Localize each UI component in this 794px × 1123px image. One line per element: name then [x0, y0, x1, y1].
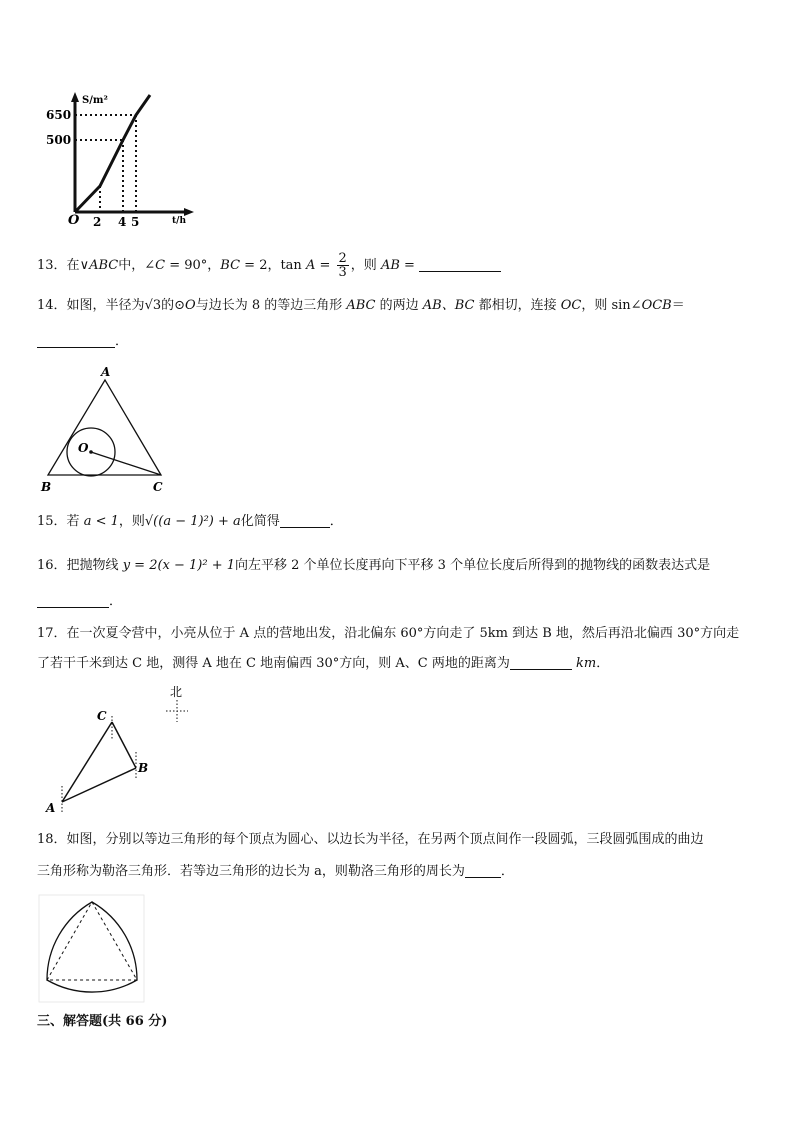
origin-label: O — [68, 213, 80, 228]
q15-expression: √((a − 1)²) + a — [144, 514, 241, 529]
q14-ocb: OCB — [641, 298, 672, 313]
question-17-line2 — [37, 654, 609, 674]
q17-text: 了若干千米到达 C 地，测得 A 地在 C 地南偏西 30°方向，则 A、C 两地的距离为 — [37, 656, 510, 671]
q13-bc: BC — [220, 258, 241, 273]
q16-number: 16． — [37, 558, 67, 573]
triangle-abc — [48, 380, 161, 475]
question-17-line1 — [37, 624, 739, 644]
question-18-line1 — [37, 830, 704, 850]
q15-number: 15． — [37, 514, 67, 529]
q14-text: 的两边 — [375, 298, 423, 313]
q13-number: 13． — [37, 258, 67, 273]
q15-end: ． — [329, 514, 343, 529]
q18-end: ． — [500, 864, 514, 879]
fraction-denominator: 3 — [338, 265, 347, 280]
graph-line — [75, 95, 150, 212]
question-14 — [37, 296, 685, 316]
direction-figure — [40, 682, 200, 816]
q14-ab-bc: AB、BC — [422, 298, 475, 313]
segment-oc — [91, 452, 161, 475]
q13-a: A — [305, 258, 316, 273]
y-axis-label: S/m² — [82, 95, 108, 106]
q17-answer-blank[interactable] — [510, 655, 572, 670]
y-tick-650: 650 — [46, 108, 72, 122]
x-axis-arrow-icon — [184, 208, 194, 216]
vertex-a-label: A — [101, 365, 111, 379]
reuleaux-triangle-figure — [38, 894, 146, 1004]
point-c-label: C — [97, 709, 107, 723]
center-o-label: O — [78, 441, 89, 455]
q13-ab: AB — [380, 258, 400, 273]
triangle-incircle-figure — [36, 364, 176, 496]
q15-text: 化简得 — [240, 514, 280, 529]
vertex-c-label: C — [153, 480, 163, 494]
q13-text: = 2，tan — [240, 258, 306, 273]
north-label: 北 — [170, 685, 183, 699]
q14-abc: ABC — [346, 298, 376, 313]
q13-angle: C — [155, 258, 166, 273]
distance-time-graph — [40, 90, 200, 230]
q17-number: 17． — [37, 626, 67, 641]
figure-frame — [39, 895, 144, 1002]
q14-text: 与边长为 8 的等边三角形 — [195, 298, 347, 313]
q14-text: 如图，半径为 — [66, 298, 145, 313]
q18-text: 如图，分别以等边三角形的每个顶点为圆心、以边长为半径，在另两个顶点间作一段圆弧，三段圆弧围成的曲边 — [66, 832, 704, 847]
q14-text: ＝ — [671, 298, 685, 313]
section-3-title: 三、解答题(共 66 分) — [37, 1014, 168, 1029]
fraction-numerator: 2 — [338, 251, 347, 266]
segment-cb — [112, 722, 136, 768]
q18-answer-blank[interactable] — [465, 863, 501, 878]
q15-text: ，则 — [118, 514, 145, 529]
q13-text: 在 — [66, 258, 80, 273]
q17-end: ． — [596, 656, 610, 671]
q14-text: ，则 sin∠ — [581, 298, 642, 313]
q14-text: 都相切，连接 — [474, 298, 561, 313]
q16-end: ． — [109, 594, 123, 609]
q15-condition: a < 1 — [83, 514, 119, 529]
q16-text: 把抛物线 — [66, 558, 123, 573]
q17-text: 在一次夏令营中，小亮从位于 A 点的营地出发，沿北偏东 60°方向走了 5km 到达 B 地，然后再沿北偏西 30°方向走 — [66, 626, 740, 641]
point-b-label: B — [138, 761, 149, 775]
q14-end: ． — [115, 334, 129, 349]
q14-o: O — [185, 298, 196, 313]
q13-text: ，则 — [350, 258, 381, 273]
q18-number: 18． — [37, 832, 67, 847]
q14-number: 14． — [37, 298, 67, 313]
q16-expression: y = 2(x − 1)² + 1 — [122, 558, 236, 573]
q16-answer-blank[interactable] — [37, 593, 109, 608]
q13-text: = 90°， — [165, 258, 221, 273]
q13-text: = — [399, 258, 420, 273]
q14-answer-blank[interactable] — [37, 333, 115, 348]
x-tick-4: 4 — [118, 215, 127, 229]
q13-answer-blank[interactable] — [419, 257, 501, 272]
question-16 — [37, 556, 710, 576]
q18-text: 三角形称为勒洛三角形．若等边三角形的边长为 a，则勒洛三角形的周长为 — [37, 864, 465, 879]
q14-oc: OC — [560, 298, 582, 313]
x-tick-5: 5 — [131, 215, 140, 229]
q17-unit: km — [576, 656, 597, 671]
y-axis-arrow-icon — [71, 92, 79, 102]
question-18-line2 — [37, 862, 514, 882]
question-14-answer-line — [37, 332, 128, 352]
x-tick-2: 2 — [93, 215, 102, 229]
point-a-label: A — [46, 801, 56, 815]
q13-triangle: ∨ABC — [79, 258, 119, 273]
q13-text: 中，∠ — [118, 258, 156, 273]
q15-answer-blank[interactable] — [280, 513, 330, 528]
question-16-answer-line — [37, 592, 122, 612]
q13-fraction — [337, 252, 349, 279]
center-point — [89, 450, 93, 454]
y-tick-500: 500 — [46, 133, 72, 147]
reuleaux-arcs — [47, 902, 137, 992]
q13-text: = — [315, 258, 335, 273]
question-13 — [37, 252, 501, 280]
q15-text: 若 — [66, 514, 84, 529]
question-15 — [37, 512, 343, 532]
inner-equilateral-triangle — [47, 902, 137, 980]
x-axis-label: t/h — [172, 216, 186, 226]
q14-sqrt: √3 — [144, 298, 162, 313]
q16-text: 向左平移 2 个单位长度再向下平移 3 个单位长度后所得到的抛物线的函数表达式是 — [235, 558, 711, 573]
q14-text: 的⊙ — [161, 298, 186, 313]
vertex-b-label: B — [41, 480, 52, 494]
